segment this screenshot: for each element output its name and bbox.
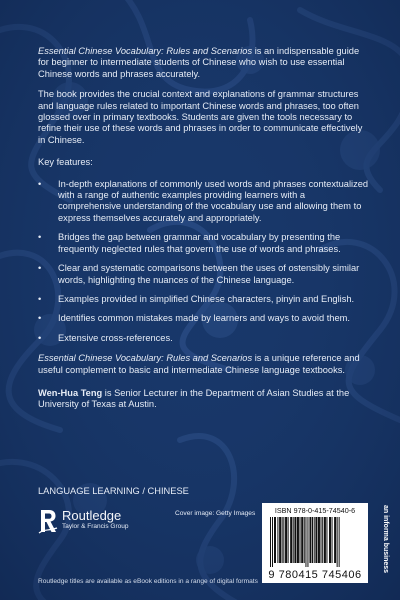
barcode-bar: [309, 517, 311, 563]
publisher-name: Routledge: [62, 508, 122, 523]
barcode-bar: [326, 517, 327, 563]
closing-text: is a unique reference and useful complement to basic and intermediate Chinese language textbooks.: [38, 353, 360, 375]
author-name: Wen-Hua Teng: [38, 387, 103, 398]
informa-side-text: [377, 505, 391, 585]
feature-text: Identifies common mistakes made by learners and ways to avoid them.: [58, 313, 350, 324]
barcode-bar: [324, 517, 326, 563]
barcode-bar: [290, 517, 292, 563]
key-features-list: [38, 179, 370, 344]
subject-category: LANGUAGE LEARNING / CHINESE: [38, 486, 189, 496]
key-features-heading: Key features:: [38, 157, 93, 168]
barcode-bar: [285, 517, 287, 563]
barcode-bar: [318, 517, 320, 563]
publisher-group: Taylor & Francis Group: [62, 523, 129, 530]
barcode-bar: [282, 517, 283, 563]
book-title-italic: Essential Chinese Vocabulary: Rules and Scenarios: [38, 46, 253, 56]
barcode-bar: [321, 517, 322, 563]
barcode-bar: [297, 517, 299, 563]
barcode-guard-bar: [305, 517, 306, 567]
barcode-bar: [334, 517, 336, 563]
barcode-bar: [312, 517, 313, 563]
closing-paragraph: [38, 353, 370, 376]
feature-item: [38, 232, 370, 255]
barcode-guard-bar: [337, 517, 338, 567]
barcode-bar: [294, 517, 296, 563]
author-bio-text: is Senior Lecturer in the Department of Asian Studies at the University of Texas at Austin.: [38, 387, 350, 410]
feature-text: Extensive cross-references.: [58, 332, 173, 343]
book-title-italic: Essential Chinese Vocabulary: Rules and Scenarios: [38, 353, 253, 364]
isbn-label: ISBN 978-0-415-74540-6: [274, 506, 356, 515]
feature-item: [38, 294, 370, 305]
barcode-bar: [304, 517, 305, 563]
ebook-formats-note: Routledge titles are available as eBook editions in a range of digital formats: [38, 578, 258, 585]
barcode-bar: [274, 517, 276, 563]
feature-text: Bridges the gap between grammar and vocabulary by presenting the frequently neglected rules that govern the use of words and phrases.: [58, 232, 341, 254]
cover-image-credit: Cover image: Getty Images: [175, 510, 256, 517]
barcode-guard-bar: [339, 517, 340, 567]
routledge-r-icon: [38, 508, 58, 534]
barcode-bar: [288, 517, 289, 563]
feature-item: [38, 179, 370, 225]
bullet-icon: •: [38, 293, 42, 304]
intro-text: is an indispensable guide for beginner to intermediate students of Chinese who wish to use essential Chinese words and phrases accurately.: [38, 46, 360, 79]
barcode-bar: [283, 517, 284, 563]
bullet-icon: •: [38, 232, 42, 243]
bullet-icon: •: [38, 332, 42, 343]
bullet-icon: •: [38, 313, 42, 324]
feature-text: In-depth explanations of commonly used words and phrases contextualized with a range of authentic examples providing learners with a comprehensive understanding of the vocabulary use and allowing them to express themselves accurately and appropriately.: [58, 178, 369, 223]
barcode-image: [268, 517, 362, 567]
barcode-panel: [262, 503, 368, 583]
barcode-bar: [315, 517, 317, 563]
barcode-bar: [314, 517, 315, 563]
informa-label: an informa business: [382, 505, 389, 574]
publisher-logo: [38, 508, 129, 539]
barcode-bar: [329, 517, 331, 563]
barcode-guard-bar: [272, 517, 273, 567]
barcode-digits: 9 780415 745406: [268, 569, 362, 581]
barcode-guard-bar: [270, 517, 271, 567]
barcode-bar: [279, 517, 281, 563]
barcode-bar: [301, 517, 303, 563]
cover-text-block: [38, 46, 370, 423]
author-bio: [38, 388, 370, 411]
barcode-bar: [277, 517, 278, 563]
feature-text: Clear and systematic comparisons between the uses of ostensibly similar words, highlighting the nuances of the Chinese language.: [58, 263, 360, 285]
barcode-bar: [322, 517, 323, 563]
feature-item: [38, 263, 370, 286]
feature-item: [38, 313, 370, 324]
feature-text: Examples provided in simplified Chinese characters, pinyin and English.: [58, 293, 355, 304]
barcode-bar: [332, 517, 333, 563]
feature-item: [38, 333, 370, 344]
description-paragraph: The book provides the crucial context and explanations of grammar structures and language rules related to important Chinese words and phrases, too often glossed over in primary textbooks. Students are given the tools necessary to refine their use of these words and phrases in order to communicate effectively in Chinese.: [38, 89, 363, 145]
barcode-guard-bar: [307, 517, 308, 567]
intro-paragraph: [38, 46, 370, 80]
bullet-icon: •: [38, 178, 42, 189]
barcode-bar: [300, 517, 301, 563]
barcode-bar: [293, 517, 294, 563]
bullet-icon: •: [38, 263, 42, 274]
